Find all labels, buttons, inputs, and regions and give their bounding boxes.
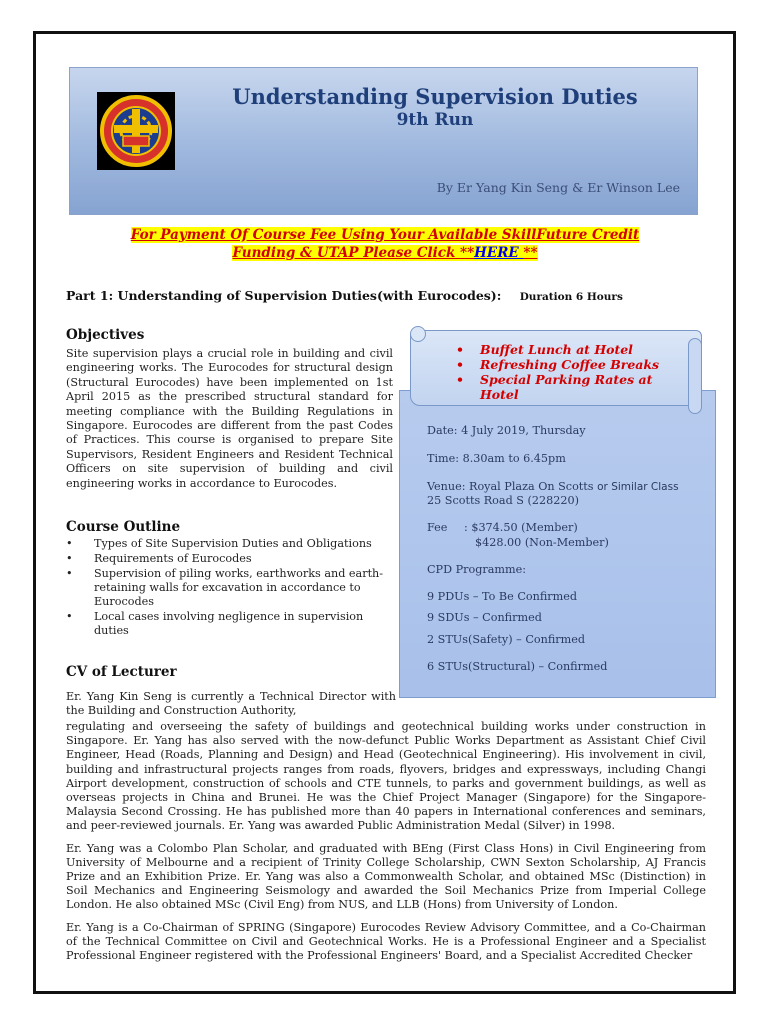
list-item: • Local cases involving negligence in supervision duties xyxy=(66,610,386,638)
perk-item: • Refreshing Coffee Breaks xyxy=(456,357,666,372)
course-date: Date: 4 July 2019, Thursday xyxy=(427,424,586,437)
payment-line-2: Funding & UTAP Please Click **HERE ** xyxy=(232,245,538,261)
list-item: • Supervision of piling works, earthworks and earth-retaining walls for excavation in accordance to Eurocodes xyxy=(66,567,386,609)
cpd-heading: CPD Programme: xyxy=(427,563,527,576)
payment-line-1: For Payment Of Course Fee Using Your Available SkillFuture Credit xyxy=(130,227,640,243)
perk-item: • Special Parking Rates at Hotel xyxy=(456,372,666,402)
course-outline-heading: Course Outline xyxy=(66,519,181,535)
list-item: • Types of Site Supervision Duties and Obligations xyxy=(66,537,386,551)
part1-title: Part 1: Understanding of Supervision Duties(with Eurocodes): xyxy=(66,288,502,303)
course-title: Understanding Supervision Duties xyxy=(232,84,638,109)
perks-list xyxy=(456,342,666,402)
fee-member: : $374.50 (Member) xyxy=(464,521,578,534)
course-run: 9th Run xyxy=(396,110,474,130)
fee-label: Fee xyxy=(427,521,448,534)
course-outline-list xyxy=(66,537,386,639)
part1-duration: Duration 6 Hours xyxy=(519,291,623,303)
course-venue: Venue: Royal Plaza On Scotts or Similar Class xyxy=(427,480,679,493)
course-time: Time: 8.30am to 6.45pm xyxy=(427,452,566,465)
cpd-sdu: 9 SDUs – Confirmed xyxy=(427,611,542,624)
cv-paragraph: regulating and overseeing the safety of buildings and geotechnical building works under construction in Singapore. Er. Yang has also served with the now-defunct Public Works Department as Assistant Chief Civil Engineer, Head (Roads, Planning and Design) and Head (Geotechnical Engineering). His involvement in civil, building and infrastructural projects ranges from roads, flyovers, bridges and expressways, including Changi Airport development, construction of schools and CTE tunnels, to parks and government buildings, as well as overseas projects in China and Brunei. He was the Chief Project Manager (Singapore) for the Singapore-Malaysia Second Crossing. He has published more than 40 papers in International conferences and seminars, and peer-reviewed journals. Er. Yang was awarded Public Administration Medal (Silver) in 1998. xyxy=(66,720,706,833)
scroll-curl-icon xyxy=(410,326,426,342)
cv-paragraph: Er. Yang is a Co-Chairman of SPRING (Singapore) Eurocodes Review Advisory Committee, and a Co-Chairman of the Technical Committee on Civil and Geotechnical Works. He is a Professional Engineer and a Specialist Professional Engineer registered with the Professional Engineers' Board, and a Specialist Accredited Checker xyxy=(66,920,706,963)
fee-non-member: $428.00 (Non-Member) xyxy=(475,536,609,549)
cpd-pdu: 9 PDUs – To Be Confirmed xyxy=(427,590,578,603)
payment-notice xyxy=(100,226,670,262)
cv-body xyxy=(66,720,706,971)
cpd-stu-safety: 2 STUs(Safety) – Confirmed xyxy=(427,633,586,646)
scroll-curl-icon xyxy=(688,338,702,414)
cpd-stu-structural: 6 STUs(Structural) – Confirmed xyxy=(427,660,608,673)
perk-item: • Buffet Lunch at Hotel xyxy=(456,342,666,357)
cv-paragraph: Er. Yang was a Colombo Plan Scholar, and graduated with BEng (First Class Hons) in Civil Engineering from University of Melbourne and a recipient of Trinity College Scholarship, CWN Sexton Scholarship, AJ Francis Prize and an Exhibition Prize. Er. Yang was also a Commonwealth Scholar, and obtained MSc (Distinction) in Soil Mechanics and Engineering Seismology and awarded the Soil Mechanics Prize from Imperial College London. He also obtained MSc (Civil Eng) from NUS, and LLB (Hons) from University of London. xyxy=(66,841,706,912)
part1-heading xyxy=(66,288,686,303)
cv-intro: Er. Yang Kin Seng is currently a Technical Director with the Building and Construction Authority, xyxy=(66,690,396,718)
list-item: • Requirements of Eurocodes xyxy=(66,552,386,566)
institution-seal-icon xyxy=(97,92,175,170)
venue-address: 25 Scotts Road S (228220) xyxy=(427,494,579,507)
payment-here-link[interactable]: HERE xyxy=(474,245,524,261)
objectives-text: Site supervision plays a crucial role in building and civil engineering works. The Eurocodes for structural design (Structural Eurocodes) have been implemented on 1st April 2015 as the prescribed structural standard for meeting compliance with the Building Regulations in Singapore. Eurocodes are different from the past Codes of Practices. This course is organised to prepare Site Supervisors, Resident Engineers and Resident Technical Officers on site supervision of building and civil engineering works in accordance to Eurocodes. xyxy=(66,347,393,490)
cv-heading: CV of Lecturer xyxy=(66,664,177,680)
lecturers-byline: By Er Yang Kin Seng & Er Winson Lee xyxy=(436,180,680,195)
objectives-heading: Objectives xyxy=(66,327,145,343)
